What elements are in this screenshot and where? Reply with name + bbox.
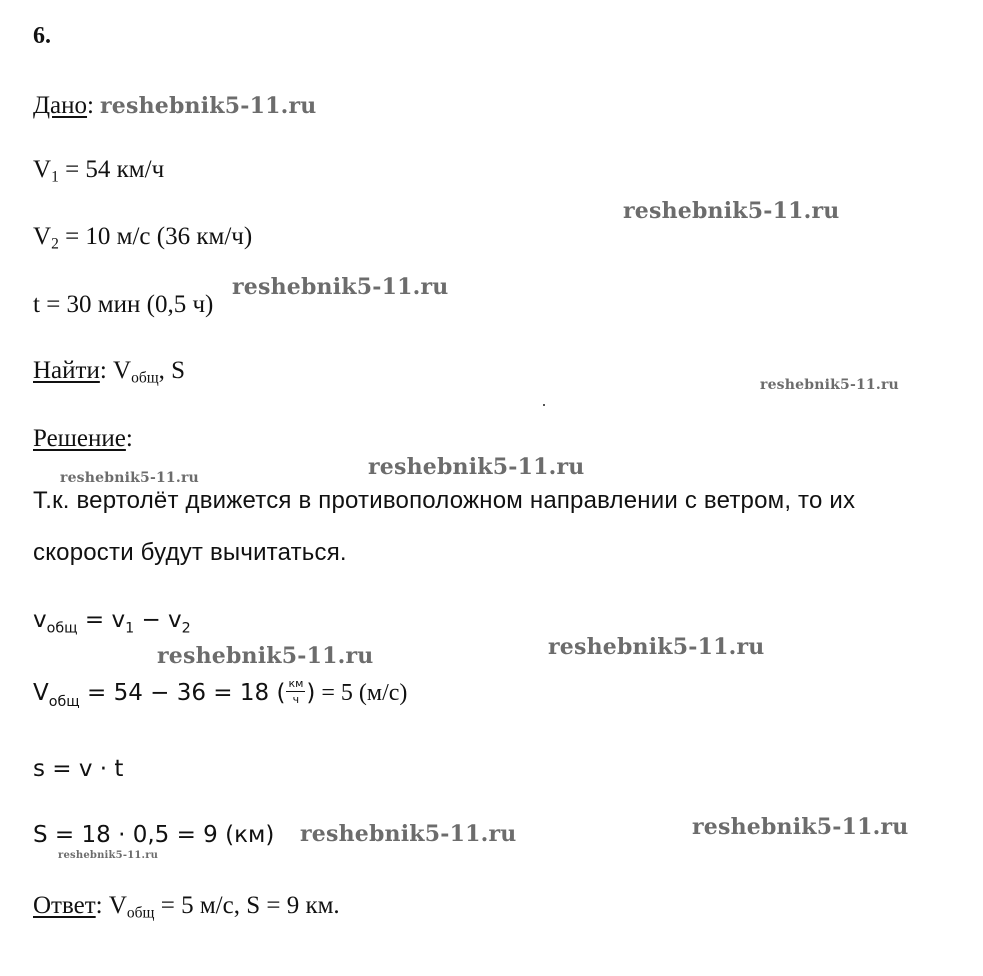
find-line — [33, 357, 186, 387]
equation-velocity-difference — [33, 607, 191, 637]
answer-subscript: общ — [126, 904, 155, 922]
solution-text-line-1: Т.к. вертолёт движется в противоположном направлении с ветром, то их — [33, 487, 856, 514]
given-v1 — [33, 156, 165, 186]
watermark: reshebnik5-11.ru — [300, 821, 517, 847]
fraction-denominator: ч — [292, 692, 300, 706]
watermark: reshebnik5-11.ru — [548, 634, 765, 660]
watermark: reshebnik5-11.ru — [58, 850, 159, 861]
given-v2 — [33, 223, 253, 253]
watermark: reshebnik5-11.ru — [760, 377, 899, 393]
watermark: reshebnik5-11.ru — [623, 198, 840, 224]
v2-symbol: V — [33, 223, 52, 250]
solution-label: Решение — [33, 425, 126, 452]
equation-distance-value: S = 18 · 0,5 = 9 (км) — [33, 822, 275, 848]
stray-dot — [543, 404, 545, 406]
watermark: reshebnik5-11.ru — [157, 643, 374, 669]
unit-fraction — [286, 678, 305, 705]
answer-line — [33, 892, 340, 922]
equation-velocity-value — [33, 677, 408, 710]
fraction-numerator: км — [288, 677, 304, 690]
watermark: reshebnik5-11.ru — [692, 814, 909, 840]
v1-symbol: V — [33, 156, 52, 183]
eq1-mid-sub: 1 — [125, 620, 135, 637]
v1-subscript: 1 — [51, 168, 59, 186]
eq2-close-paren: ) — [306, 680, 316, 707]
eq2-lhs: V — [33, 680, 49, 707]
watermark: reshebnik5-11.ru — [368, 454, 585, 480]
eq1-lhs-sub: общ — [46, 620, 78, 637]
eq1-mid: = v — [77, 607, 126, 633]
eq2-lhs-sub: общ — [48, 693, 80, 710]
eq1-op: − v — [134, 607, 182, 633]
answer-label: Ответ — [33, 892, 96, 919]
given-t: t = 30 мин (0,5 ч) — [33, 291, 214, 318]
find-label: Найти — [33, 357, 100, 384]
eq2-expression: = 54 − 36 = 18 ( — [79, 680, 286, 707]
watermark: reshebnik5-11.ru — [60, 470, 199, 486]
eq1-rhs-sub: 2 — [181, 620, 191, 637]
find-rest: , S — [158, 357, 186, 384]
v2-subscript: 2 — [51, 235, 59, 253]
find-subscript: общ — [131, 369, 159, 387]
eq2-result: = 5 (м/с) — [315, 680, 408, 707]
solution-heading — [33, 426, 133, 451]
solution-colon: : — [125, 425, 133, 452]
given-label: Дано — [33, 92, 88, 119]
watermark: reshebnik5-11.ru — [232, 274, 449, 300]
v2-value: = 10 м/с (36 км/ч) — [58, 223, 253, 250]
given-heading — [33, 93, 94, 118]
watermark: reshebnik5-11.ru — [100, 93, 317, 119]
solution-text-line-2: скорости будут вычитаться. — [33, 539, 347, 566]
answer-rest: = 5 м/с, S = 9 км. — [154, 892, 340, 919]
given-colon: : — [87, 92, 94, 119]
answer-symbol: : V — [95, 892, 127, 919]
eq1-lhs: v — [33, 607, 47, 633]
equation-distance-formula: s = v · t — [33, 756, 124, 782]
problem-number: 6. — [33, 23, 51, 49]
find-symbol: : V — [99, 357, 132, 384]
v1-value: = 54 км/ч — [58, 156, 165, 183]
